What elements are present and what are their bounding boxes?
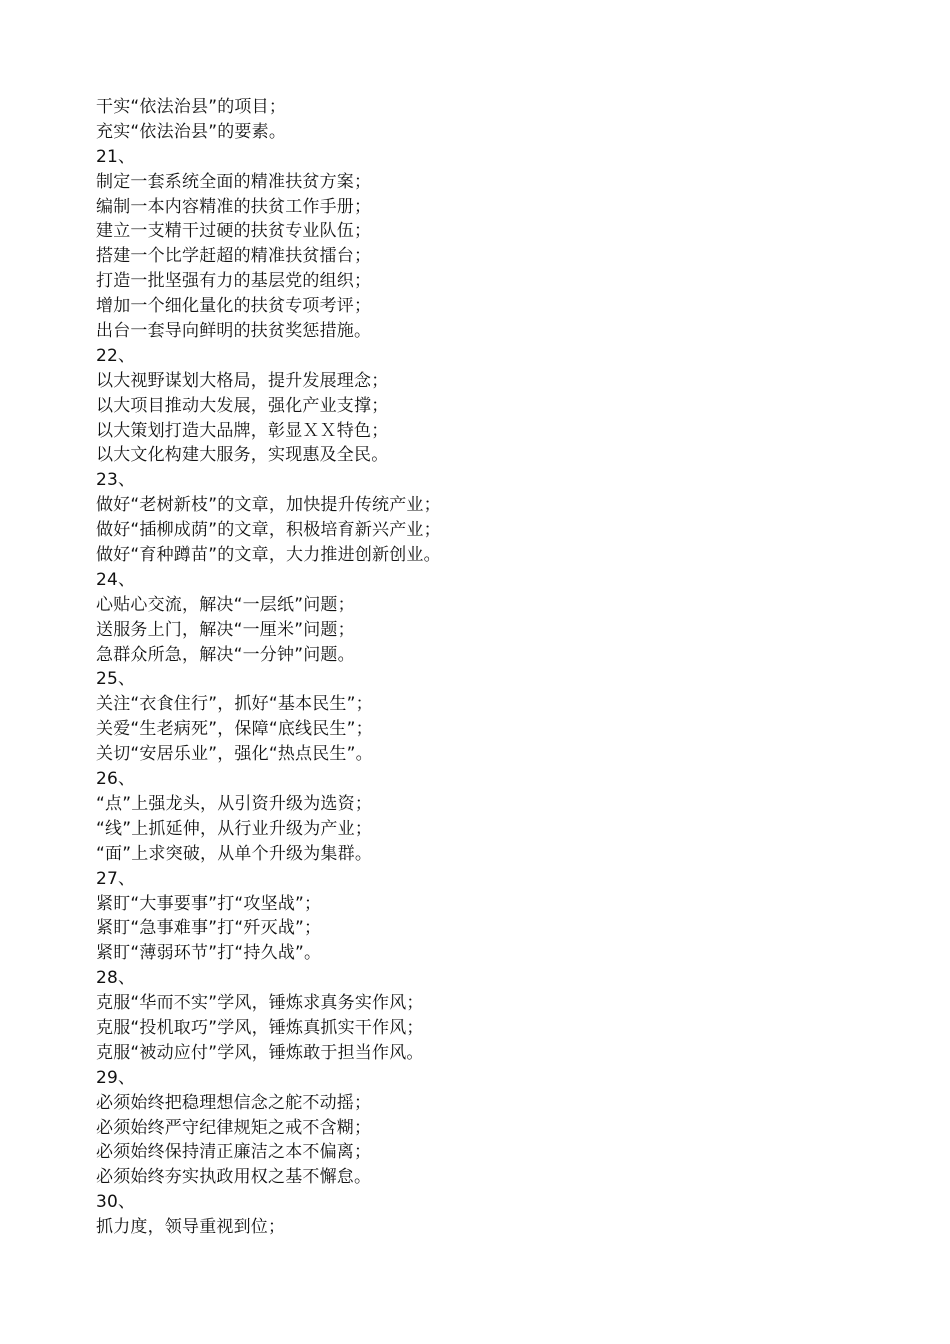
- text-line: 必须始终夯实执政用权之基不懈怠。: [96, 1167, 372, 1188]
- text-line: 关注“衣食住行”，抓好“基本民生”；: [96, 694, 373, 715]
- text-line: “线”上抓延伸，从行业升级为产业；: [96, 818, 373, 839]
- text-line: 克服“华而不实”学风，锤炼求真务实作风；: [96, 993, 424, 1014]
- section-number: 30、: [96, 1192, 136, 1213]
- text-line: 紧盯“大事要事”打“攻坚战”；: [96, 893, 322, 914]
- document-body: [96, 95, 896, 1240]
- text-line: 以大策划打造大品牌，彰显ＸＸ特色；: [96, 420, 389, 441]
- text-line: 关爱“生老病死”，保障“底线民生”；: [96, 719, 373, 740]
- text-line: 急群众所急，解决“一分钟”问题。: [96, 644, 355, 665]
- text-line: 克服“被动应付”学风，锤炼敢于担当作风。: [96, 1042, 424, 1063]
- text-line: 打造一批坚强有力的基层党的组织；: [96, 271, 372, 292]
- text-line: 心贴心交流，解决“一层纸”问题；: [96, 594, 355, 615]
- text-line: 充实“依法治县”的要素。: [96, 121, 287, 142]
- text-line: 做好“插柳成荫”的文章，积极培育新兴产业；: [96, 520, 441, 541]
- text-line: 必须始终严守纪律规矩之戒不含糊；: [96, 1117, 372, 1138]
- text-line: 关切“安居乐业”，强化“热点民生”。: [96, 744, 373, 765]
- text-line: 干实“依法治县”的项目；: [96, 97, 287, 117]
- section-number: 24、: [96, 569, 136, 590]
- text-line: 必须始终保持清正廉洁之本不偏离；: [96, 1142, 372, 1163]
- section-number: 26、: [96, 769, 136, 790]
- text-line: 做好“老树新枝”的文章，加快提升传统产业；: [96, 495, 441, 516]
- text-line: “面”上求突破，从单个升级为集群。: [96, 843, 373, 864]
- text-line: 以大项目推动大发展，强化产业支撑；: [96, 395, 389, 416]
- text-line: 克服“投机取巧”学风，锤炼真抓实干作风；: [96, 1017, 424, 1038]
- text-line: 出台一套导向鲜明的扶贫奖惩措施。: [96, 321, 372, 342]
- text-line: 制定一套系统全面的精准扶贫方案；: [96, 171, 372, 192]
- text-line: “点”上强龙头，从引资升级为选资；: [96, 793, 373, 814]
- text-line: 送服务上门，解决“一厘米”问题；: [96, 619, 355, 640]
- text-line: 做好“育种蹲苗”的文章，大力推进创新创业。: [96, 545, 441, 566]
- text-line: 紧盯“薄弱环节”打“持久战”。: [96, 943, 322, 964]
- section-number: 27、: [96, 868, 136, 889]
- text-line: 搭建一个比学赶超的精准扶贫擂台；: [96, 246, 372, 267]
- section-number: 22、: [96, 345, 136, 366]
- text-line: 编制一本内容精准的扶贫工作手册；: [96, 196, 372, 217]
- text-line: 紧盯“急事难事”打“歼灭战”；: [96, 918, 322, 939]
- text-line: 以大视野谋划大格局，提升发展理念；: [96, 370, 389, 391]
- text-line: 抓力度，领导重视到位；: [96, 1217, 286, 1238]
- text-line: 必须始终把稳理想信念之舵不动摇；: [96, 1092, 372, 1113]
- section-number: 28、: [96, 968, 136, 989]
- section-number: 25、: [96, 669, 136, 690]
- section-number: 29、: [96, 1067, 136, 1088]
- text-line: 以大文化构建大服务，实现惠及全民。: [96, 445, 389, 466]
- text-line: 建立一支精干过硬的扶贫专业队伍；: [96, 221, 372, 242]
- section-number: 23、: [96, 470, 136, 491]
- section-number: 21、: [96, 146, 136, 167]
- text-line: 增加一个细化量化的扶贫专项考评；: [96, 296, 372, 317]
